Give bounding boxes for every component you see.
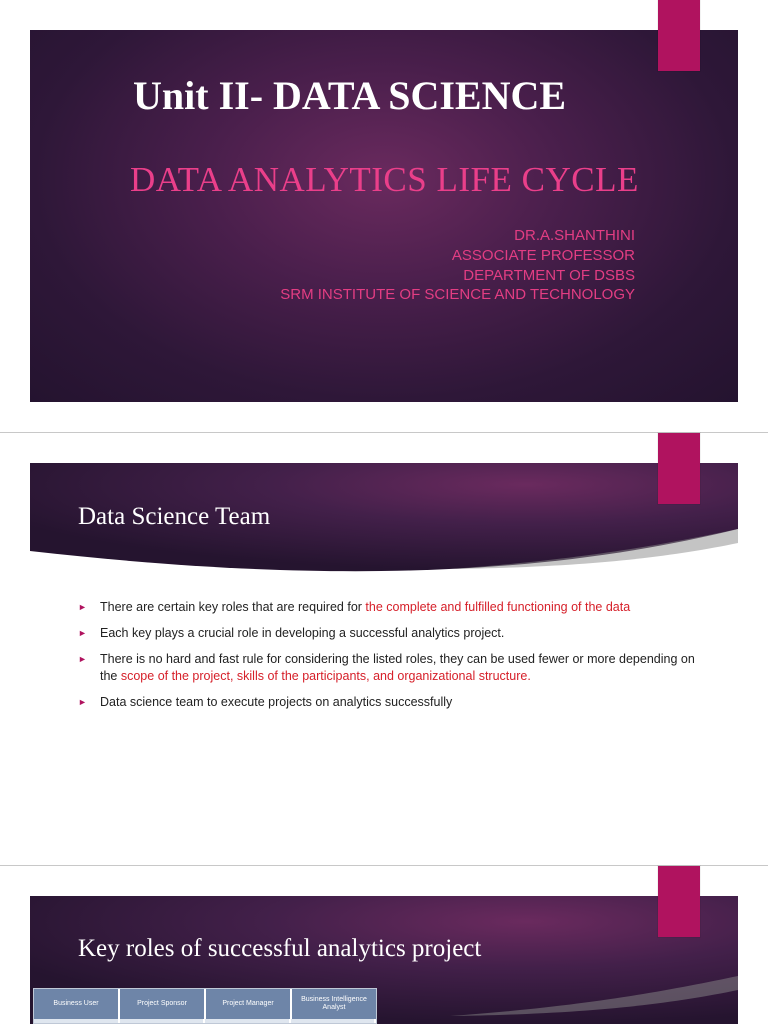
- roles-table: [33, 988, 377, 1024]
- list-item: ► There is no hard and fast rule for considering the listed roles, they can be used fewer or more depending on the scope of the project, skills of the participants, and organizational structure.: [78, 652, 695, 683]
- table-header-cell: Business Intelligence Analyst: [292, 989, 376, 1019]
- arrow-bullet-icon: ►: [78, 697, 87, 707]
- slide-divider: [0, 865, 768, 866]
- table-header-cell: Project Sponsor: [120, 989, 206, 1019]
- table-header-cell: Business User: [34, 989, 120, 1019]
- bullet-list: [78, 599, 698, 720]
- accent-bar: [658, 866, 700, 937]
- arrow-bullet-icon: ►: [78, 628, 87, 638]
- accent-bar: [658, 0, 700, 71]
- table-header-cell: Project Manager: [206, 989, 292, 1019]
- table-header-row: [34, 989, 376, 1019]
- title-slide: [30, 30, 738, 402]
- author-designation: ASSOCIATE PROFESSOR: [451, 247, 635, 264]
- author-department: DEPARTMENT OF DSBS: [463, 267, 635, 284]
- slide-divider: [0, 432, 768, 433]
- arrow-bullet-icon: ►: [78, 654, 87, 664]
- slide-title: Key roles of successful analytics project: [78, 935, 482, 962]
- table-row: [34, 1019, 376, 1024]
- author-name: DR.A.SHANTHINI: [514, 227, 635, 244]
- arrow-bullet-icon: ►: [78, 602, 87, 612]
- list-item: ► There are certain key roles that are required for the complete and fulfilled functioning of the data: [78, 600, 631, 614]
- slide-title: Data Science Team: [78, 503, 271, 530]
- list-item: ► Each key plays a crucial role in developing a successful analytics project.: [78, 626, 505, 640]
- list-item: ► Data science team to execute projects on analytics successfully: [78, 695, 453, 709]
- author-institute: SRM INSTITUTE OF SCIENCE AND TECHNOLOGY: [280, 286, 635, 303]
- accent-bar: [658, 433, 700, 504]
- slide-subtitle: DATA ANALYTICS LIFE CYCLE: [130, 160, 639, 199]
- unit-title: Unit II- DATA SCIENCE: [133, 73, 567, 118]
